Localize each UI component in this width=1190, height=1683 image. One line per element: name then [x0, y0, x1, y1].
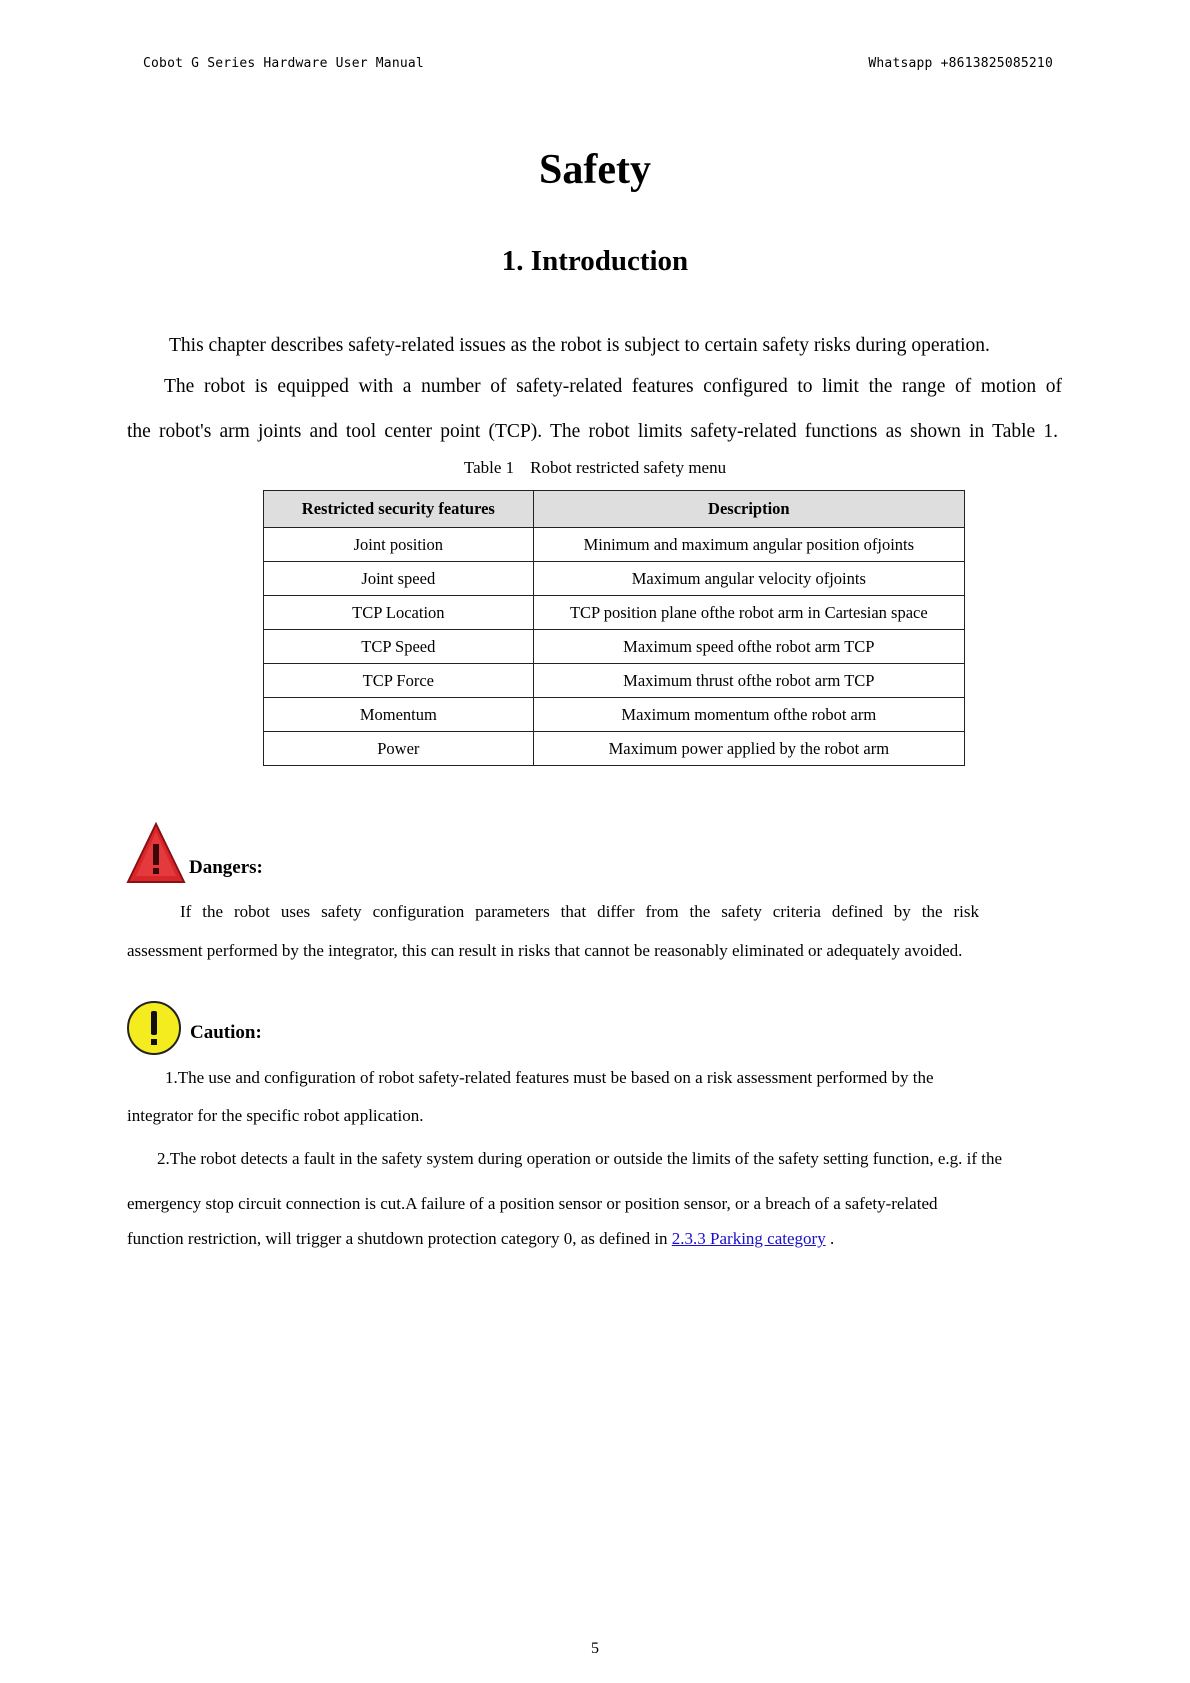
table-caption-text: Robot restricted safety menu — [530, 458, 727, 477]
table-cell-feature: Momentum — [264, 698, 534, 732]
caution-item-1-line-2: integrator for the specific robot application. — [127, 1106, 424, 1125]
table-cell-description: Maximum power applied by the robot arm — [533, 732, 964, 766]
table-cell-description: Maximum speed ofthe robot arm TCP — [533, 630, 964, 664]
intro-paragraph-1: This chapter describes safety-related issues as the robot is subject to certain safety risks during operation. — [169, 335, 990, 356]
table-cell-description: Minimum and maximum angular position ofjoints — [533, 528, 964, 562]
table-cell-feature: TCP Speed — [264, 630, 534, 664]
caution-item-2-text: function restriction, will trigger a shutdown protection category 0, as defined in — [127, 1229, 668, 1248]
caution-item-2-end: . — [829, 1229, 835, 1248]
table-row — [264, 596, 965, 630]
danger-triangle-icon — [126, 822, 186, 884]
running-header-title: Cobot G Series Hardware User Manual — [143, 56, 424, 71]
table-cell-feature: TCP Force — [264, 664, 534, 698]
safety-features-table — [263, 490, 965, 766]
table-cell-description: TCP position plane ofthe robot arm in Cartesian space — [533, 596, 964, 630]
table-row — [264, 698, 965, 732]
table-cell-description: Maximum angular velocity ofjoints — [533, 562, 964, 596]
table-header-row — [264, 491, 965, 528]
table-cell-feature: TCP Location — [264, 596, 534, 630]
table-header-feature: Restricted security features — [264, 491, 534, 528]
table-row — [264, 732, 965, 766]
page-number: 5 — [591, 1640, 599, 1657]
table-row — [264, 630, 965, 664]
table-row — [264, 664, 965, 698]
caution-item-1-line-1: 1.The use and configuration of robot safety-related features must be based on a risk assessment performed by the — [165, 1068, 934, 1087]
table-cell-feature: Power — [264, 732, 534, 766]
table-row — [264, 562, 965, 596]
table-cell-description: Maximum momentum ofthe robot arm — [533, 698, 964, 732]
page-title: Safety — [539, 147, 651, 193]
intro-paragraph-2-line-1: The robot is equipped with a number of safety-related features configured to limit the range of motion of — [164, 376, 1062, 397]
caution-title: Caution: — [190, 1022, 262, 1043]
danger-text-line-1: If the robot uses safety configuration parameters that differ from the safety criteria defined by the risk — [180, 902, 979, 921]
table-cell-feature: Joint speed — [264, 562, 534, 596]
table-header-description: Description — [533, 491, 964, 528]
table-cell-description: Maximum thrust ofthe robot arm TCP — [533, 664, 964, 698]
caution-item-2-line-1: 2.The robot detects a fault in the safety system during operation or outside the limits of the safety setting function, e.g. if the — [157, 1149, 1003, 1168]
table-caption — [0, 458, 1190, 478]
caution-item-2-line-2: emergency stop circuit connection is cut.A failure of a position sensor or position sensor, or a breach of a safety-related — [127, 1194, 938, 1213]
intro-paragraph-2-line-2: the robot's arm joints and tool center point (TCP). The robot limits safety-related functions as shown in Table 1. — [127, 421, 1058, 442]
danger-title: Dangers: — [189, 857, 263, 878]
table-row — [264, 528, 965, 562]
table-caption-label: Table 1 — [463, 458, 515, 477]
parking-category-link[interactable]: 2.3.3 Parking category — [671, 1229, 826, 1248]
caution-item-2-line-3 — [127, 1228, 1047, 1250]
section-heading: 1. Introduction — [501, 245, 689, 277]
caution-circle-icon — [126, 1000, 182, 1056]
danger-text-line-2: assessment performed by the integrator, this can result in risks that cannot be reasonably eliminated or adequately avoided. — [127, 941, 963, 960]
running-header-contact: Whatsapp +8613825085210 — [868, 56, 1053, 71]
table-cell-feature: Joint position — [264, 528, 534, 562]
